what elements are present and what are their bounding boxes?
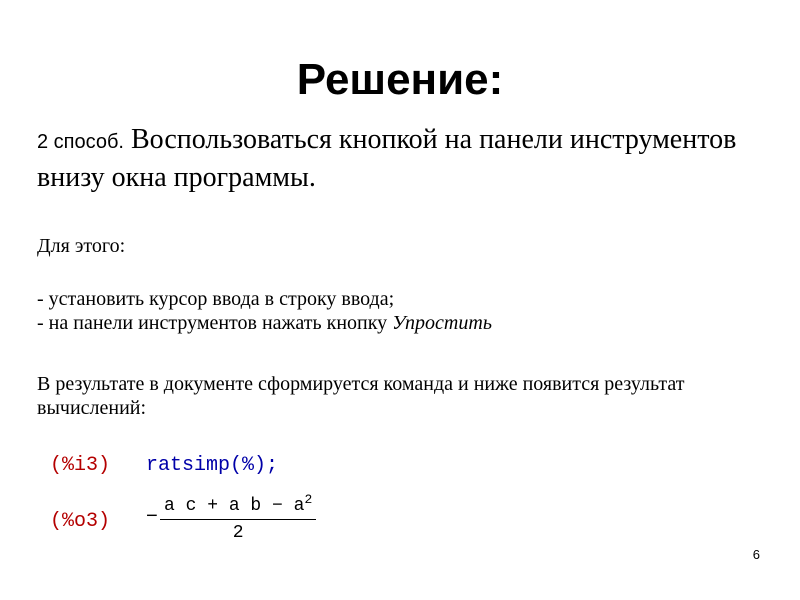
step-item: - установить курсор ввода в строку ввода; bbox=[37, 288, 395, 310]
steps-list bbox=[37, 287, 777, 335]
button-name: Упростить bbox=[392, 312, 492, 334]
step-item bbox=[37, 311, 777, 335]
page-title: Решение: bbox=[296, 55, 504, 104]
fraction-numerator bbox=[160, 492, 316, 519]
page-number: 6 bbox=[752, 547, 760, 562]
intro-paragraph bbox=[37, 122, 777, 196]
numerator-power: 2 bbox=[304, 492, 313, 507]
output-sign: − bbox=[146, 506, 159, 529]
maxima-command: ratsimp(%); bbox=[146, 454, 279, 477]
fraction-denominator: 2 bbox=[232, 523, 244, 543]
step-text: - на панели инструментов нажать кнопку bbox=[37, 312, 393, 334]
output-fraction bbox=[146, 492, 316, 543]
output-label: (%o3) bbox=[50, 510, 111, 533]
result-paragraph: В результате в документе сформируется команда и ниже появится результат вычислений: bbox=[37, 373, 685, 419]
input-label: (%i3) bbox=[50, 454, 111, 477]
method-description: Воспользоваться кнопкой на панели инструментов внизу окна программы. bbox=[37, 124, 737, 193]
numerator-text: a c + a b − a bbox=[164, 496, 305, 516]
method-label: 2 способ. bbox=[37, 131, 124, 153]
fraction-body bbox=[160, 492, 316, 543]
for-this-label: Для этого: bbox=[37, 235, 126, 257]
